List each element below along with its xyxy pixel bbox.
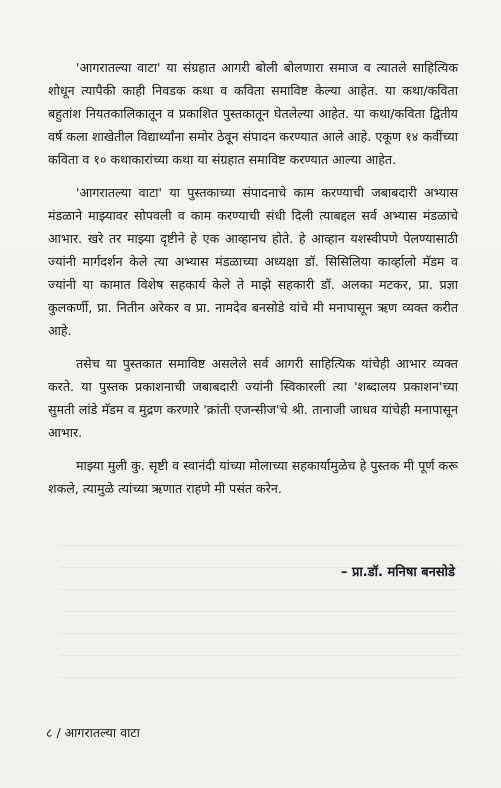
author-signature: – प्रा.डॉ. मनिषा बनसोडे: [340, 565, 455, 580]
page-footer: ८ / आगरातल्या वाटा: [46, 725, 140, 740]
preface-body: [48, 56, 458, 510]
paragraph-3: तसेच या पुस्तकात समाविष्ट असलेले सर्व आगरी साहित्यिक यांचेही आभार व्यक्त करते. या पुस्तक प्रकाशनाची जबाबदारी ज्यांनी स्विकारली त्या 'शब्दालय प्रकाशन'च्या सुमती लांडे मॅडम व मुद्रण करणारे 'क्रांती एजन्सीज'चे श्री. तानाजी जाधव यांचेही मनापासून आभार.: [48, 356, 458, 440]
paragraph-1: 'आगरातल्या वाटा' या संग्रहात आगरी बोली बोलणारा समाज व त्यातले साहित्यिक शोधून त्यापैकी काही निवडक कथा व कविता समाविष्ट केल्या आहेत. या कथा/कविता बहुतांश नियतकालिकातून व प्रकाशित पुस्तकातून घेतलेल्या आहेत. या कथा/कविता द्वितीय वर्ष कला शाखेतील विद्यार्थ्यांना समोर ठेवून संपादन करण्यात आले आहे. एकूण १४ कवींच्या कविता व १० कथाकारांच्या कथा या संग्रहात समाविष्ट करण्यात आल्या आहेत.: [48, 60, 458, 167]
paragraph-2: 'आगरातल्या वाटा' या पुस्तकाच्या संपादनाचे काम करण्याची जबाबदारी अभ्यास मंडळाने माझ्यावर सोपवली व काम करण्याची संधी दिली त्याबद्दल सर्व अभ्यास मंडळाचे आभार. खरे तर माझ्या दृष्टीने हे एक आव्हानच होते. हे आव्हान यशस्वीपणे पेलण्यासाठी ज्यांनी मार्गदर्शन केले त्या अभ्यास मंडळाच्या अध्यक्षा डॉ. सिसिलिया कार्व्हालो मॅडम व ज्यांनी या कामात विशेष सहकार्य केले ते माझे सहकारी डॉ. अलका मटकर, प्रा. प्रज्ञा कुलकर्णी, प्रा. नितीन अरेकर व प्रा. नामदेव बनसोडे यांचे मी मनापासून ऋण व्यक्त करीत आहे.: [48, 185, 458, 338]
paragraph-4: माझ्या मुली कु. सृष्टी व स्वानंदी यांच्या मोलाच्या सहकार्यामुळेच हे पुस्तक मी पूर्ण करू शकले, त्यामुळे त्यांच्या ऋणात राहणे मी पसंत करेन.: [48, 458, 458, 496]
